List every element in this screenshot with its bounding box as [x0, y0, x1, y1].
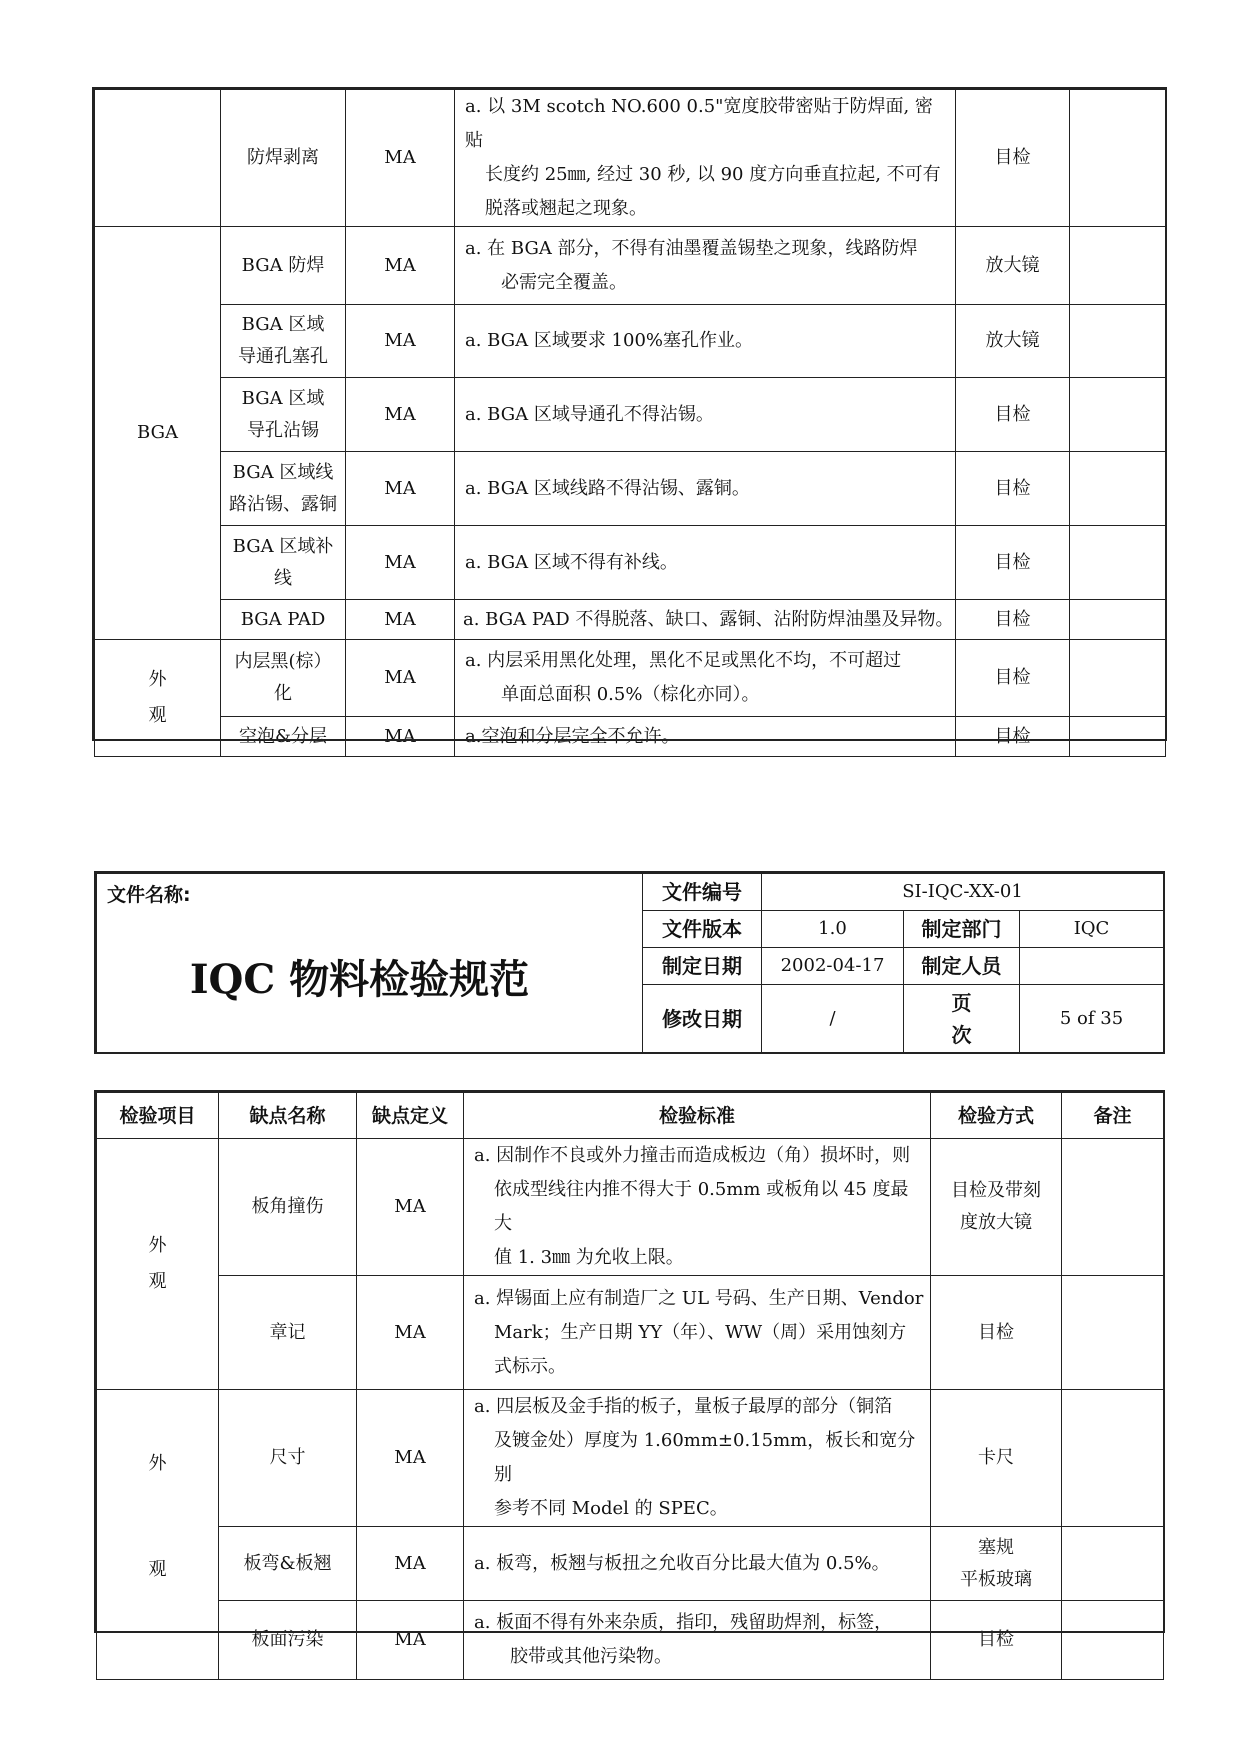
remark-cell	[1070, 378, 1166, 452]
category-char: 外	[148, 669, 167, 690]
method-cell: 目检	[931, 1601, 1062, 1680]
standard-line: a. BGA 区域要求 100%塞孔作业。	[465, 330, 754, 351]
defect-class-cell: MA	[357, 1601, 464, 1680]
remark-cell	[1062, 1139, 1164, 1276]
category-cell-appearance-2	[97, 1390, 219, 1680]
defect-class-cell: MA	[346, 305, 455, 378]
method-cell: 目检	[931, 1276, 1062, 1390]
table-row	[97, 1390, 1164, 1527]
remark-cell	[1070, 305, 1166, 378]
column-header: 缺点定义	[357, 1093, 464, 1139]
main-inspection-table	[96, 1092, 1164, 1680]
method-cell: 目检	[956, 90, 1070, 227]
name-line: 内层黑(棕）	[234, 651, 332, 672]
standard-line: a. BGA 区域线路不得沾锡、露铜。	[465, 477, 750, 499]
page-number-value: 5 of 35	[1020, 985, 1164, 1053]
defect-name-cell: BGA 防焊	[221, 227, 346, 305]
name-line: BGA 区域线	[232, 461, 334, 483]
category-char: 外	[148, 1453, 167, 1474]
issue-date-value: 2002-04-17	[762, 948, 904, 985]
standard-line: 及镀金处）厚度为 1.60mm±0.15mm，板长和宽分别	[494, 1430, 916, 1485]
standard-line: 参考不同 Model 的 SPEC。	[494, 1498, 728, 1519]
defect-class-cell: MA	[346, 640, 455, 717]
method-cell: 放大镜	[956, 227, 1070, 305]
method-cell	[931, 1527, 1062, 1601]
column-header: 备注	[1062, 1093, 1164, 1139]
defect-name-cell	[221, 640, 346, 717]
remark-cell	[1070, 452, 1166, 526]
standard-cell	[464, 1527, 931, 1601]
standard-line: a. 焊锡面上应有制造厂之 UL 号码、生产日期、Vendor	[474, 1287, 924, 1309]
page-label	[904, 985, 1020, 1053]
document-title: IQC 物料检验规范	[189, 956, 530, 1003]
standard-cell	[464, 1601, 931, 1680]
table-row	[97, 1601, 1164, 1680]
standard-line: 式标示。	[494, 1355, 566, 1377]
file-name-label: 文件名称:	[107, 884, 191, 906]
standard-line: Mark；生产日期 YY（年）、WW（周）采用蚀刻方	[494, 1321, 907, 1343]
standard-cell	[455, 378, 956, 452]
revision-date-value: /	[762, 985, 904, 1053]
defect-class-cell: MA	[346, 600, 455, 640]
table-row	[97, 1139, 1164, 1276]
defect-name-cell: 尺寸	[219, 1390, 357, 1527]
standard-line: a. 板弯，板翘与板扭之允收百分比最大值为 0.5%。	[474, 1552, 890, 1574]
file-name-cell	[97, 874, 643, 1053]
defect-class-cell: MA	[357, 1390, 464, 1527]
department-label: 制定部门	[904, 911, 1020, 948]
standard-cell	[464, 1139, 931, 1276]
defect-name-cell	[221, 378, 346, 452]
column-header: 检验标准	[464, 1093, 931, 1139]
remark-cell	[1070, 90, 1166, 227]
page-label-char: 页	[951, 990, 972, 1015]
defect-name-cell: 空泡&分层	[221, 717, 346, 757]
author-label: 制定人员	[904, 948, 1020, 985]
standard-line: a. 四层板及金手指的板子，量板子最厚的部分（铜箔	[474, 1396, 893, 1417]
category-char: 观	[148, 705, 167, 726]
remark-cell	[1070, 526, 1166, 600]
standard-line: a. BGA 区域不得有补线。	[465, 551, 678, 573]
doc-number-value: SI-IQC-XX-01	[762, 874, 1164, 911]
table-row	[95, 452, 1166, 526]
defect-name-cell: 板角撞伤	[219, 1139, 357, 1276]
method-cell: 目检	[956, 378, 1070, 452]
defect-name-cell: 章记	[219, 1276, 357, 1390]
table-row	[95, 600, 1166, 640]
category-char: 观	[148, 1559, 167, 1580]
method-line: 平板玻璃	[960, 1568, 1032, 1590]
name-line: 导孔沾锡	[247, 419, 319, 441]
standard-cell	[455, 227, 956, 305]
defect-name-cell	[221, 452, 346, 526]
defect-class-cell: MA	[357, 1139, 464, 1276]
standard-cell	[455, 452, 956, 526]
method-cell: 目检	[956, 452, 1070, 526]
top-inspection-table	[94, 89, 1166, 757]
page-label-char: 次	[951, 1022, 972, 1047]
defect-class-cell: MA	[346, 90, 455, 227]
table-row	[95, 378, 1166, 452]
method-cell	[931, 1139, 1062, 1276]
column-header: 检验项目	[97, 1093, 219, 1139]
name-line: BGA 区域补	[232, 535, 334, 557]
category-cell-appearance	[97, 1139, 219, 1390]
defect-class-cell: MA	[346, 227, 455, 305]
author-value	[1020, 948, 1164, 985]
standard-cell	[455, 90, 956, 227]
standard-line: 必需完全覆盖。	[501, 271, 627, 293]
remark-cell	[1062, 1601, 1164, 1680]
standard-cell	[455, 526, 956, 600]
table-row	[95, 717, 1166, 757]
name-line: 化	[274, 683, 292, 704]
standard-line: a. 内层采用黑化处理，黑化不足或黑化不均，不可超过	[465, 650, 902, 671]
method-cell: 目检	[956, 640, 1070, 717]
version-label: 文件版本	[643, 911, 762, 948]
category-cell-appearance	[95, 640, 221, 757]
column-header: 缺点名称	[219, 1093, 357, 1139]
table-row	[95, 526, 1166, 600]
remark-cell	[1070, 640, 1166, 717]
defect-name-cell	[221, 305, 346, 378]
standard-line: 单面总面积 0.5%（棕化亦同）。	[501, 684, 760, 705]
defect-class-cell: MA	[346, 378, 455, 452]
category-char: 观	[148, 1271, 167, 1292]
name-line: BGA 区域	[241, 387, 325, 409]
standard-line: 长度约 25㎜, 经过 30 秒, 以 90 度方向垂直拉起, 不可有	[485, 164, 941, 185]
method-cell: 放大镜	[956, 305, 1070, 378]
issue-date-label: 制定日期	[643, 948, 762, 985]
name-line: 线	[274, 567, 292, 589]
column-header: 检验方式	[931, 1093, 1062, 1139]
method-cell: 目检	[956, 717, 1070, 757]
remark-cell	[1070, 600, 1166, 640]
method-line: 目检及带刻	[951, 1180, 1041, 1201]
standard-line: a. BGA 区域导通孔不得沾锡。	[465, 403, 714, 425]
table-row	[97, 1276, 1164, 1390]
remark-cell	[1070, 227, 1166, 305]
name-line: 导通孔塞孔	[238, 346, 328, 367]
category-cell	[95, 90, 221, 227]
table-row	[97, 1527, 1164, 1601]
doc-number-label: 文件编号	[643, 874, 762, 911]
remark-cell	[1070, 717, 1166, 757]
standard-line: 胶带或其他污染物。	[510, 1646, 672, 1667]
method-cell: 卡尺	[931, 1390, 1062, 1527]
table-row	[95, 227, 1166, 305]
remark-cell	[1062, 1527, 1164, 1601]
version-value: 1.0	[762, 911, 904, 948]
name-line: 路沾锡、露铜	[229, 493, 337, 515]
standard-cell	[464, 1390, 931, 1527]
table-row	[95, 640, 1166, 717]
table-row	[95, 90, 1166, 227]
table-row	[95, 305, 1166, 378]
defect-class-cell: MA	[346, 526, 455, 600]
standard-line: 脱落或翘起之现象。	[485, 198, 647, 219]
defect-name-cell: BGA PAD	[221, 600, 346, 640]
standard-cell	[455, 600, 956, 640]
standard-line: a. 因制作不良或外力撞击而造成板边（角）损坏时，则	[474, 1145, 911, 1166]
standard-line: a. 板面不得有外来杂质，指印，残留助焊剂，标签，	[474, 1612, 893, 1633]
standard-line: 依成型线往内推不得大于 0.5mm 或板角以 45 度最大	[494, 1179, 909, 1234]
standard-line: a. 以 3M scotch NO.600 0.5"宽度胶带密贴于防焊面, 密贴	[465, 96, 933, 151]
defect-class-cell: MA	[346, 717, 455, 757]
defect-name-cell: 防焊剥离	[221, 90, 346, 227]
document-header	[96, 873, 1164, 1053]
standard-line: a. BGA PAD 不得脱落、缺口、露铜、沾附防焊油墨及异物。	[463, 608, 954, 630]
defect-name-cell	[221, 526, 346, 600]
standard-line: a. 在 BGA 部分，不得有油墨覆盖锡垫之现象，线路防焊	[465, 237, 918, 259]
revision-date-label: 修改日期	[643, 985, 762, 1053]
method-line: 度放大镜	[960, 1212, 1032, 1233]
remark-cell	[1062, 1276, 1164, 1390]
standard-cell	[455, 305, 956, 378]
category-cell-bga: BGA	[95, 227, 221, 640]
standard-cell	[455, 640, 956, 717]
method-cell: 目检	[956, 600, 1070, 640]
defect-class-cell: MA	[357, 1276, 464, 1390]
standard-cell	[455, 717, 956, 757]
standard-line: 值 1. 3㎜ 为允收上限。	[494, 1247, 684, 1268]
method-line: 塞规	[978, 1536, 1014, 1558]
method-cell: 目检	[956, 526, 1070, 600]
department-value: IQC	[1020, 911, 1164, 948]
standard-cell	[464, 1276, 931, 1390]
defect-name-cell: 板面污染	[219, 1601, 357, 1680]
name-line: BGA 区域	[241, 314, 325, 335]
remark-cell	[1062, 1390, 1164, 1527]
standard-line: a.空泡和分层完全不允许。	[465, 725, 680, 747]
defect-class-cell: MA	[346, 452, 455, 526]
defect-name-cell: 板弯&板翘	[219, 1527, 357, 1601]
category-char: 外	[148, 1235, 167, 1256]
table-header-row	[97, 1093, 1164, 1139]
defect-class-cell: MA	[357, 1527, 464, 1601]
